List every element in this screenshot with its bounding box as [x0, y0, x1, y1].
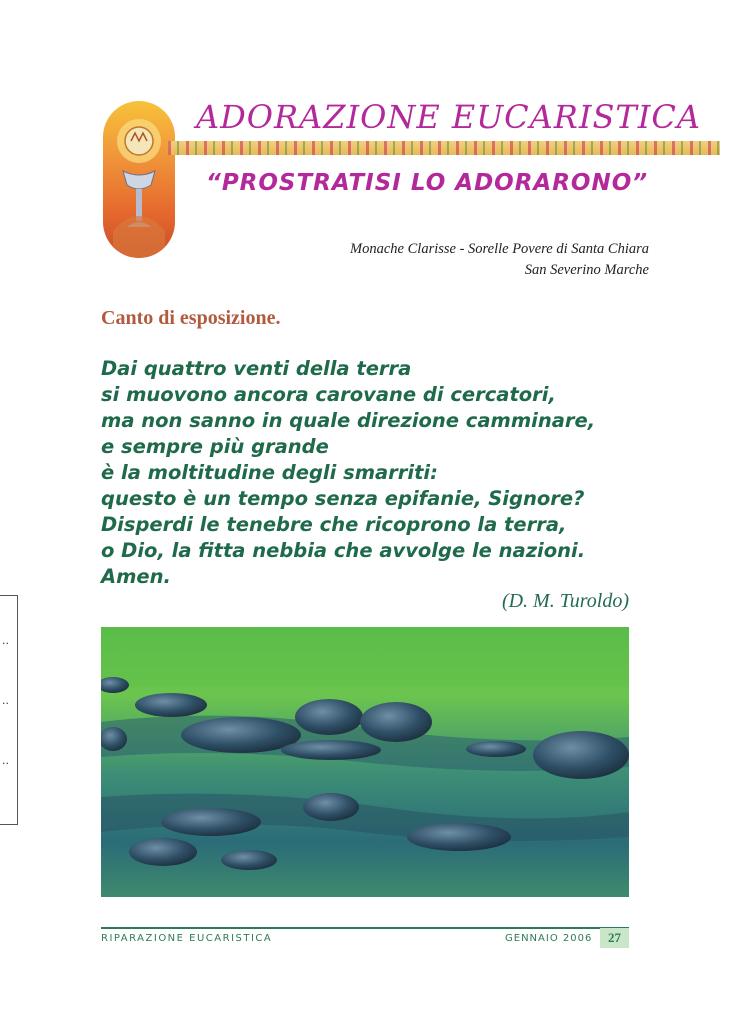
poem-signature: (D. M. Turoldo): [501, 590, 629, 612]
poem-line: Amen.: [101, 565, 171, 588]
river-stones-illustration: [101, 627, 629, 897]
poem-line: Disperdi le tenebre che ricoprono la terra,: [101, 513, 567, 536]
river-stones-photo: [101, 627, 629, 897]
author-location: San Severino Marche: [524, 262, 649, 278]
poem-line: o Dio, la fitta nebbia che avvolge le nazioni.: [101, 539, 586, 562]
decorative-ribbon: [168, 141, 720, 155]
page-number: 27: [600, 928, 629, 948]
section-heading: Canto di esposizione.: [101, 307, 281, 329]
leader-dots: ..: [2, 634, 9, 647]
poem-line: e sempre più grande: [101, 435, 329, 458]
footer-date: GENNAIO 2006: [505, 933, 593, 944]
leader-dots: ..: [2, 694, 9, 707]
poem-text: [101, 356, 595, 590]
poem-line: ma non sanno in quale direzione camminare,: [101, 409, 596, 432]
page-subtitle: “PROSTRATISI LO ADORARONO”: [206, 170, 649, 196]
poem-line: si muovono ancora carovane di cercatori,: [101, 383, 556, 406]
poem-line: è la moltitudine degli smarriti:: [101, 461, 438, 484]
poem-line: questo è un tempo senza epifanie, Signore?: [101, 487, 585, 510]
adjacent-page-fragment: [0, 595, 18, 825]
footer-rule: [101, 927, 629, 929]
leader-dots: ..: [2, 754, 9, 767]
poem-line: Dai quattro venti della terra: [101, 357, 412, 380]
author-line: Monache Clarisse - Sorelle Povere di Santa Chiara: [350, 241, 649, 257]
chalice-host-icon: [103, 101, 175, 258]
eucharist-medallion-image: [103, 101, 175, 258]
page-title: ADORAZIONE EUCARISTICA: [196, 98, 701, 136]
footer-publication: RIPARAZIONE EUCARISTICA: [101, 933, 273, 944]
author-block: [350, 239, 649, 281]
